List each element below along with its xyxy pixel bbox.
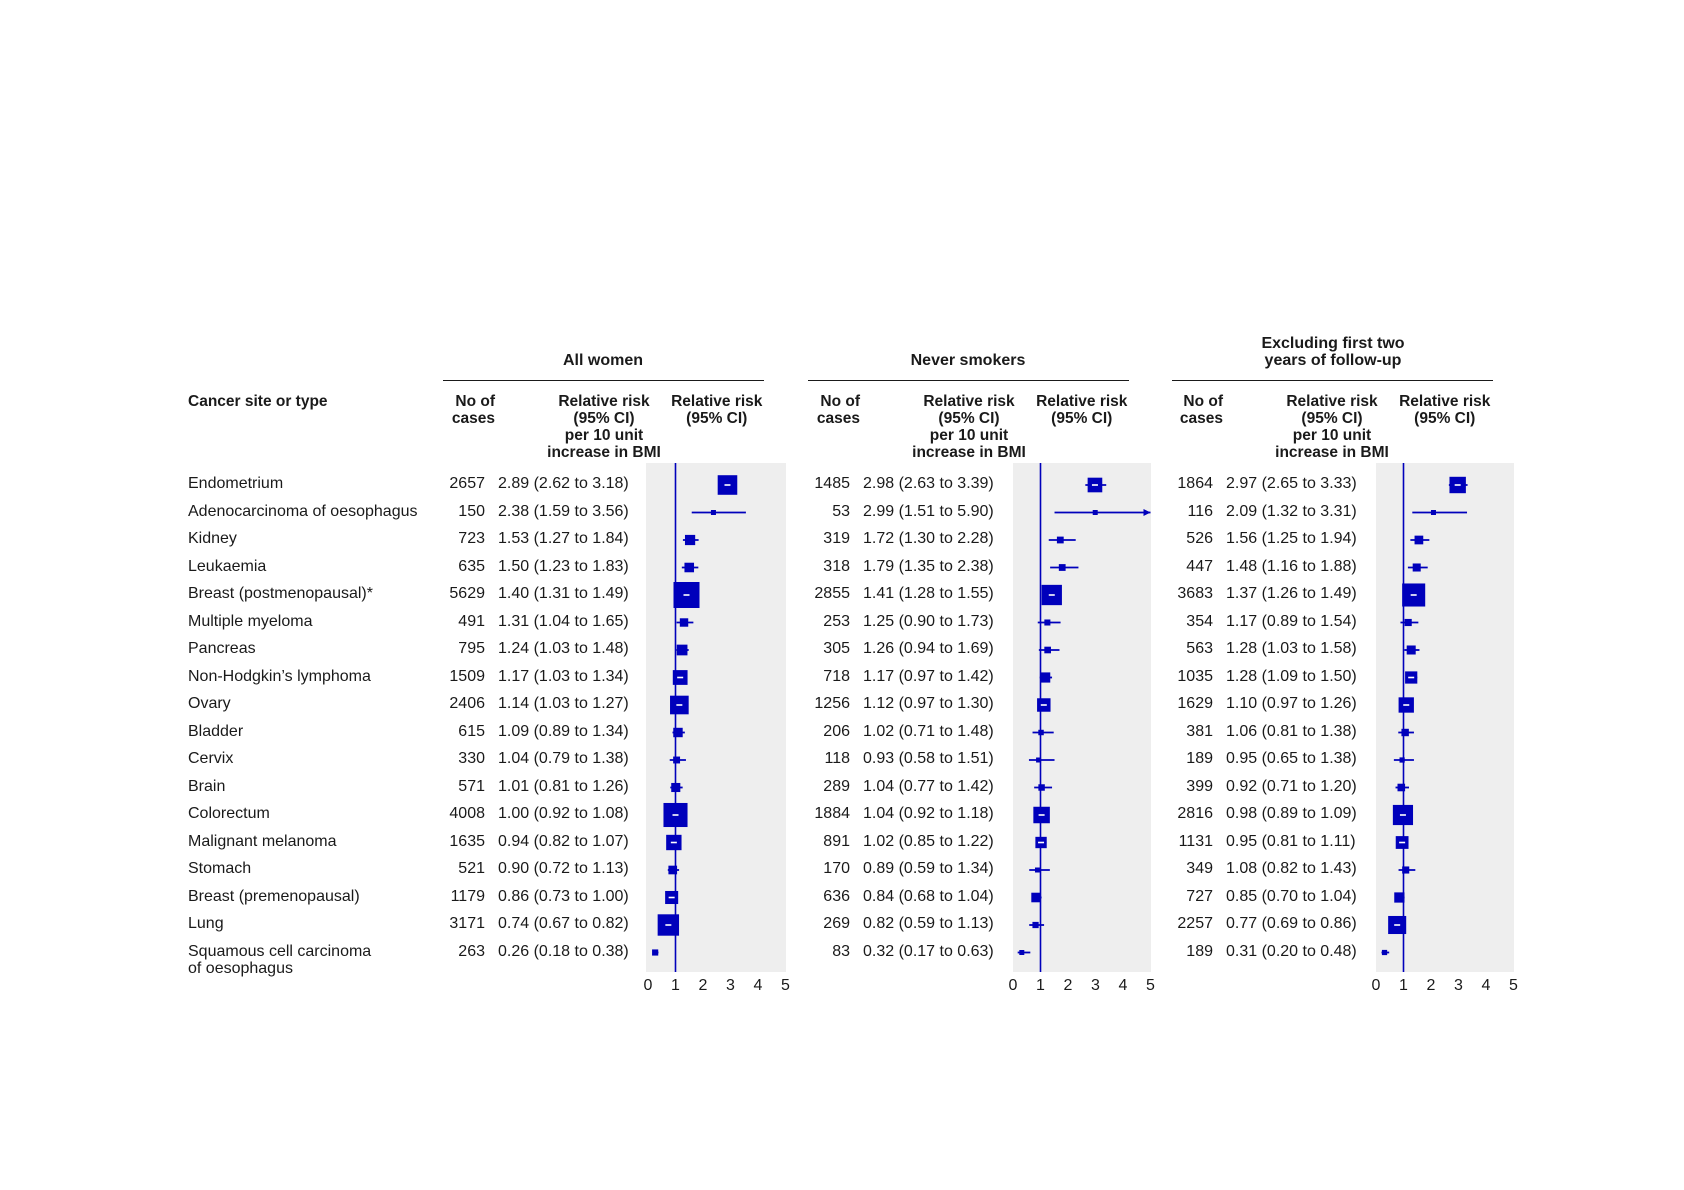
case-count: 636 (823, 887, 850, 905)
panel-title: Excluding first two years of follow-up (1261, 335, 1405, 369)
rr-ci-text: 1.48 (1.16 to 1.88) (1226, 557, 1357, 575)
case-count: 615 (458, 722, 485, 740)
case-count: 3683 (1177, 585, 1213, 602)
rr-ci-text: 1.37 (1.26 to 1.49) (1226, 585, 1357, 602)
case-count: 206 (823, 722, 850, 740)
rr-ci-text: 0.92 (0.71 to 1.20) (1226, 777, 1357, 795)
case-count: 318 (823, 557, 850, 575)
rr-ci-text: 1.04 (0.77 to 1.42) (863, 777, 994, 795)
case-count: 1035 (1177, 667, 1213, 685)
site-label: Colorectum (188, 805, 270, 822)
rr-plot-column-header: Relative risk (95% CI) (1399, 393, 1491, 427)
rr-ci-text: 1.41 (1.28 to 1.55) (863, 585, 994, 602)
case-count: 83 (832, 942, 850, 960)
case-count: 263 (458, 942, 485, 960)
case-count: 2816 (1177, 805, 1213, 822)
cases-column-header: No of cases (816, 393, 860, 427)
point-estimate-square (1032, 922, 1038, 928)
rr-plot-column-header: Relative risk (95% CI) (1036, 393, 1128, 427)
site-label: Leukaemia (188, 557, 267, 575)
point-estimate-square (1405, 619, 1412, 626)
site-label: Brain (188, 777, 226, 795)
point-estimate-square (1394, 892, 1404, 902)
rr-ci-text: 0.77 (0.69 to 0.86) (1226, 915, 1357, 932)
rr-ci-text: 1.10 (0.97 to 1.26) (1226, 695, 1357, 712)
point-estimate-square (1044, 647, 1051, 654)
rr-ci-text: 1.04 (0.92 to 1.18) (863, 805, 994, 822)
case-count: 521 (458, 860, 485, 877)
case-count: 349 (1186, 860, 1213, 877)
rr-text-column-header: Relative risk (95% CI) per 10 unit increase in BMI (547, 393, 661, 461)
rr-ci-text: 1.28 (1.03 to 1.58) (1226, 640, 1357, 657)
point-estimate-square (1431, 510, 1436, 515)
rr-ci-text: 1.56 (1.25 to 1.94) (1226, 530, 1357, 547)
point-estimate-square (1035, 868, 1040, 873)
case-count: 2855 (814, 585, 850, 602)
case-count: 2657 (449, 475, 485, 492)
point-estimate-square (1038, 784, 1044, 790)
case-count: 189 (1186, 942, 1213, 960)
x-tick-label: 0 (643, 977, 653, 994)
x-tick-label: 3 (1091, 977, 1100, 994)
case-count: 526 (1186, 530, 1213, 547)
case-count: 795 (458, 640, 485, 657)
case-count: 1509 (449, 667, 485, 685)
point-estimate-square (673, 757, 680, 764)
point-estimate-square (1401, 729, 1408, 736)
rr-ci-text: 0.84 (0.68 to 1.04) (863, 887, 994, 905)
site-label: Breast (postmenopausal)* (188, 585, 373, 602)
rr-ci-text: 1.17 (0.89 to 1.54) (1226, 612, 1357, 630)
case-count: 319 (823, 530, 850, 547)
x-tick-label: 3 (726, 977, 735, 994)
point-estimate-square (1407, 645, 1416, 654)
point-estimate-square (1036, 758, 1041, 763)
rr-ci-text: 1.53 (1.27 to 1.84) (498, 530, 629, 547)
rr-ci-text: 1.01 (0.81 to 1.26) (498, 777, 629, 795)
rr-ci-text: 1.25 (0.90 to 1.73) (863, 612, 994, 630)
case-count: 5629 (449, 585, 485, 602)
case-count: 170 (823, 860, 850, 877)
site-label: Stomach (188, 860, 252, 877)
cases-column-header: No of cases (1179, 393, 1223, 427)
x-tick-label: 3 (1454, 977, 1463, 994)
rr-ci-text: 1.02 (0.85 to 1.22) (863, 832, 994, 850)
rr-text-column-header: Relative risk (95% CI) per 10 unit increase in BMI (1275, 393, 1389, 461)
case-count: 1485 (814, 475, 850, 492)
point-estimate-square (1057, 537, 1064, 544)
point-estimate-square (1415, 536, 1424, 545)
case-count: 118 (824, 750, 850, 767)
x-tick-label: 5 (1146, 977, 1155, 994)
panel-title: Never smokers (910, 352, 1026, 369)
rr-ci-text: 1.72 (1.30 to 2.28) (863, 530, 994, 547)
cases-column-header: No of cases (451, 393, 495, 427)
case-count: 354 (1186, 612, 1213, 630)
case-count: 563 (1186, 640, 1213, 657)
point-estimate-square (677, 645, 688, 656)
site-label: Breast (premenopausal) (188, 887, 360, 905)
x-tick-label: 0 (1008, 977, 1018, 994)
rr-ci-text: 1.31 (1.04 to 1.65) (498, 612, 629, 630)
x-tick-label: 5 (1509, 977, 1518, 994)
rr-ci-text: 1.24 (1.03 to 1.48) (498, 640, 629, 657)
rr-ci-text: 0.32 (0.17 to 0.63) (863, 942, 994, 960)
rr-text-column-header: Relative risk (95% CI) per 10 unit increase in BMI (912, 393, 1026, 461)
case-count: 3171 (449, 915, 485, 932)
rr-ci-text: 0.93 (0.58 to 1.51) (863, 750, 994, 767)
case-count: 289 (823, 777, 850, 795)
rr-ci-text: 2.98 (2.63 to 3.39) (863, 475, 994, 492)
case-count: 1635 (449, 832, 485, 850)
case-count: 1179 (450, 887, 485, 905)
case-count: 727 (1186, 887, 1213, 905)
case-count: 491 (458, 612, 485, 630)
case-count: 1256 (814, 695, 850, 712)
case-count: 723 (458, 530, 485, 547)
panel-title: All women (562, 352, 643, 369)
forest-plot-panel (1356, 463, 1561, 1003)
rr-ci-text: 0.94 (0.82 to 1.07) (498, 832, 629, 850)
x-tick-label: 0 (1371, 977, 1381, 994)
case-count: 718 (823, 667, 850, 685)
case-count: 447 (1186, 557, 1213, 575)
rr-ci-text: 1.02 (0.71 to 1.48) (863, 722, 994, 740)
case-count: 2406 (449, 695, 485, 712)
rr-ci-text: 0.82 (0.59 to 1.13) (863, 915, 994, 932)
rr-ci-text: 1.00 (0.92 to 1.08) (498, 805, 629, 822)
x-tick-label: 2 (1426, 977, 1436, 994)
rr-ci-text: 1.50 (1.23 to 1.83) (498, 557, 629, 575)
point-estimate-square (1040, 672, 1050, 682)
case-count: 150 (458, 502, 485, 520)
case-count: 330 (458, 750, 485, 767)
case-count: 269 (823, 915, 850, 932)
rr-ci-text: 0.90 (0.72 to 1.13) (498, 860, 629, 877)
rr-ci-text: 1.17 (1.03 to 1.34) (498, 667, 629, 685)
rr-ci-text: 2.97 (2.65 to 3.33) (1226, 475, 1357, 492)
rr-ci-text: 1.26 (0.94 to 1.69) (863, 640, 994, 657)
case-count: 635 (458, 557, 485, 575)
rr-ci-text: 0.26 (0.18 to 0.38) (498, 942, 629, 960)
x-tick-label: 4 (753, 977, 763, 994)
point-estimate-square (1382, 950, 1387, 955)
x-tick-label: 4 (1481, 977, 1491, 994)
rr-ci-text: 2.99 (1.51 to 5.90) (863, 502, 994, 520)
ci-truncation-arrow (1144, 509, 1151, 516)
site-label: Non-Hodgkin’s lymphoma (188, 667, 371, 685)
rr-ci-text: 1.04 (0.79 to 1.38) (498, 750, 629, 767)
rr-ci-text: 2.38 (1.59 to 3.56) (498, 502, 629, 520)
site-label: Multiple myeloma (188, 612, 313, 630)
rr-plot-column-header: Relative risk (95% CI) (671, 393, 763, 427)
rr-ci-text: 1.12 (0.97 to 1.30) (863, 695, 994, 712)
case-count: 116 (1187, 502, 1213, 520)
point-estimate-square (1413, 563, 1421, 571)
point-estimate-square (680, 618, 688, 626)
x-tick-label: 4 (1118, 977, 1128, 994)
site-column-header: Cancer site or type (188, 393, 328, 410)
site-label: Kidney (188, 530, 237, 547)
site-label: Adenocarcinoma of oesophagus (188, 502, 418, 520)
rr-ci-text: 0.98 (0.89 to 1.09) (1226, 805, 1357, 822)
rr-ci-text: 1.08 (0.82 to 1.43) (1226, 860, 1357, 877)
site-label: Squamous cell carcinoma of oesophagus (188, 942, 372, 977)
panel-title-rule (1172, 380, 1493, 381)
point-estimate-square (673, 728, 682, 737)
case-count: 891 (823, 832, 850, 850)
point-estimate-square (684, 563, 694, 573)
rr-ci-text: 0.89 (0.59 to 1.34) (863, 860, 994, 877)
point-estimate-square (652, 949, 658, 955)
rr-ci-text: 2.09 (1.32 to 3.31) (1226, 502, 1357, 520)
panel-title-rule (443, 380, 764, 381)
site-label: Endometrium (188, 475, 284, 492)
point-estimate-square (1093, 510, 1098, 515)
point-estimate-square (1019, 950, 1024, 955)
rr-ci-text: 0.95 (0.81 to 1.11) (1226, 832, 1356, 850)
rr-ci-text: 0.74 (0.67 to 0.82) (498, 915, 629, 932)
site-label: Lung (188, 915, 224, 932)
case-count: 189 (1186, 750, 1213, 767)
rr-ci-text: 1.09 (0.89 to 1.34) (498, 722, 629, 740)
x-tick-label: 5 (781, 977, 790, 994)
case-count: 253 (823, 612, 850, 630)
x-tick-label: 1 (1399, 977, 1408, 994)
site-label: Cervix (188, 750, 234, 767)
point-estimate-square (711, 510, 716, 515)
site-label: Ovary (188, 695, 231, 712)
point-estimate-square (1044, 619, 1050, 625)
case-count: 1629 (1177, 695, 1213, 712)
site-label: Pancreas (188, 640, 256, 657)
case-count: 1864 (1177, 475, 1213, 492)
point-estimate-square (1398, 784, 1406, 792)
case-count: 571 (458, 777, 485, 795)
point-estimate-square (1038, 730, 1043, 735)
site-label: Bladder (188, 722, 244, 740)
point-estimate-square (1031, 893, 1041, 903)
x-tick-label: 2 (698, 977, 708, 994)
rr-ci-text: 1.17 (0.97 to 1.42) (863, 667, 994, 685)
case-count: 1884 (814, 805, 850, 822)
case-count: 381 (1186, 722, 1213, 740)
rr-ci-text: 2.89 (2.62 to 3.18) (498, 475, 629, 492)
case-count: 399 (1186, 777, 1213, 795)
point-estimate-square (1402, 866, 1409, 873)
rr-ci-text: 1.14 (1.03 to 1.27) (498, 695, 629, 712)
panel-title-rule (808, 380, 1129, 381)
case-count: 53 (832, 502, 850, 520)
rr-ci-text: 1.79 (1.35 to 2.38) (863, 557, 994, 575)
x-tick-label: 2 (1063, 977, 1073, 994)
point-estimate-square (671, 783, 680, 792)
case-count: 305 (823, 640, 850, 657)
rr-ci-text: 1.06 (0.81 to 1.38) (1226, 722, 1357, 740)
case-count: 2257 (1177, 915, 1213, 932)
rr-ci-text: 0.95 (0.65 to 1.38) (1226, 750, 1357, 767)
rr-ci-text: 1.28 (1.09 to 1.50) (1226, 667, 1357, 685)
case-count: 4008 (449, 805, 485, 822)
point-estimate-square (668, 866, 677, 875)
point-estimate-square (685, 535, 695, 545)
point-estimate-square (1059, 564, 1066, 571)
rr-ci-text: 0.86 (0.73 to 1.00) (498, 887, 629, 905)
rr-ci-text: 1.40 (1.31 to 1.49) (498, 585, 629, 602)
x-tick-label: 1 (671, 977, 680, 994)
site-label: Malignant melanoma (188, 832, 337, 850)
rr-ci-text: 0.31 (0.20 to 0.48) (1226, 942, 1357, 960)
rr-ci-text: 0.85 (0.70 to 1.04) (1226, 887, 1357, 905)
x-tick-label: 1 (1036, 977, 1045, 994)
case-count: 1131 (1178, 832, 1213, 850)
point-estimate-square (1400, 757, 1405, 762)
